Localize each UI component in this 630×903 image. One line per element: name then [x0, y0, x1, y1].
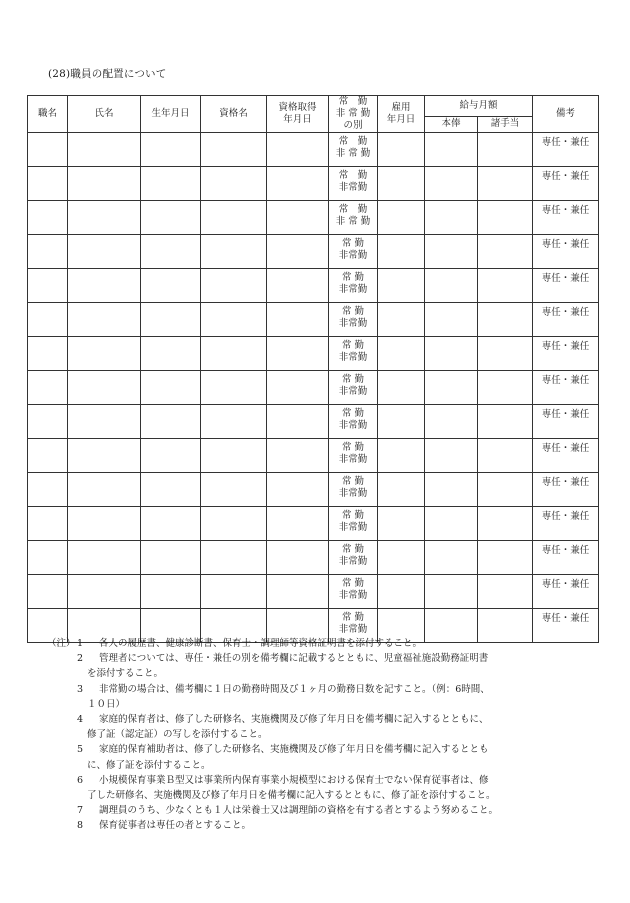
full-time-label: 常 勤 [341, 475, 365, 487]
base-pay-cell[interactable] [425, 438, 478, 472]
part-time-label: 非常勤 [338, 487, 368, 499]
note-number: 4 [77, 714, 84, 726]
header-monthly-salary: 給与月額 [425, 96, 533, 117]
allowances-cell[interactable] [478, 336, 533, 370]
qualification-cell[interactable] [201, 166, 267, 200]
allowances-cell[interactable] [478, 472, 533, 506]
remarks-cell [533, 200, 599, 234]
part-time-label: 非常勤 [338, 521, 368, 533]
hire-date-cell[interactable] [378, 404, 425, 438]
name-cell[interactable] [68, 336, 141, 370]
note-item [47, 636, 607, 651]
remarks-label: 専任・兼任 [541, 578, 590, 590]
part-time-label: 非常勤 [338, 419, 368, 431]
qualification-cell[interactable] [201, 336, 267, 370]
allowances-cell[interactable] [478, 268, 533, 302]
remarks-cell [533, 472, 599, 506]
qualification-date-cell[interactable] [267, 166, 329, 200]
qualification-cell[interactable] [201, 200, 267, 234]
qualification-date-cell[interactable] [267, 540, 329, 574]
part-time-label: 非 常 勤 [335, 215, 371, 227]
full-time-label: 常 勤 [341, 305, 365, 317]
note-number: 6 [77, 774, 84, 786]
qualification-date-cell[interactable] [267, 200, 329, 234]
birthdate-cell[interactable] [141, 438, 201, 472]
remarks-cell [533, 438, 599, 472]
birthdate-cell[interactable] [141, 200, 201, 234]
qualification-date-cell[interactable] [267, 404, 329, 438]
qualification-date-cell[interactable] [267, 132, 329, 166]
table-row [28, 336, 599, 370]
birthdate-cell[interactable] [141, 404, 201, 438]
header-job-title: 職名 [28, 96, 68, 133]
header-qualification-date [267, 96, 329, 133]
note-item [47, 818, 607, 833]
allowances-cell[interactable] [478, 404, 533, 438]
hire-date-cell[interactable] [378, 200, 425, 234]
employment-type-cell [329, 132, 378, 166]
remarks-label: 専任・兼任 [541, 340, 590, 352]
qualification-date-cell[interactable] [267, 506, 329, 540]
qualification-cell[interactable] [201, 370, 267, 404]
remarks-cell [533, 132, 599, 166]
job-cell[interactable] [28, 574, 68, 608]
part-time-label: 非常勤 [338, 249, 368, 261]
note-item [47, 742, 607, 772]
note-number: 2 [77, 653, 84, 665]
table-row [28, 268, 599, 302]
qualification-date-cell[interactable] [267, 438, 329, 472]
note-item [47, 773, 607, 803]
qualification-cell[interactable] [201, 540, 267, 574]
notes-section [47, 636, 607, 834]
name-cell[interactable] [68, 472, 141, 506]
table-row [28, 200, 599, 234]
header-hire-date [378, 96, 425, 133]
birthdate-cell[interactable] [141, 370, 201, 404]
remarks-label: 専任・兼任 [541, 374, 590, 386]
header-employment-line1: 常 勤 [338, 96, 368, 107]
header-remarks: 備考 [533, 96, 599, 133]
staff-assignment-table [27, 95, 599, 643]
job-cell[interactable] [28, 268, 68, 302]
table-row [28, 370, 599, 404]
name-cell[interactable] [68, 234, 141, 268]
part-time-label: 非常勤 [338, 317, 368, 329]
note-text: 保育従事者は専任の者とすること。 [99, 820, 252, 832]
remarks-cell [533, 336, 599, 370]
note-text: 調理員のうち、少なくとも１人は栄養士又は調理師の資格を有する者とするよう努めること。 [99, 805, 499, 817]
table-row [28, 540, 599, 574]
qualification-cell[interactable] [201, 438, 267, 472]
note-text: 各人の履歴書、健康診断書、保育士・調理師等資格証明書を添付すること。 [99, 638, 423, 649]
note-number: 3 [77, 683, 84, 695]
employment-type-cell [329, 472, 378, 506]
remarks-label: 専任・兼任 [541, 476, 590, 488]
job-cell[interactable] [28, 336, 68, 370]
employment-type-cell [329, 540, 378, 574]
qualification-cell[interactable] [201, 234, 267, 268]
job-cell[interactable] [28, 540, 68, 574]
note-text-continued: に、修了証を添付すること。 [87, 759, 211, 771]
qualification-date-cell[interactable] [267, 302, 329, 336]
full-time-label: 常 勤 [338, 169, 368, 181]
qualification-date-cell[interactable] [267, 336, 329, 370]
employment-type-cell [329, 268, 378, 302]
birthdate-cell[interactable] [141, 336, 201, 370]
header-qualification-date-line2: 年月日 [283, 113, 312, 125]
employment-type-cell [329, 200, 378, 234]
remarks-cell [533, 302, 599, 336]
part-time-label: 非常勤 [338, 623, 368, 635]
allowances-cell[interactable] [478, 132, 533, 166]
remarks-label: 専任・兼任 [541, 442, 590, 454]
full-time-label: 常 勤 [341, 577, 365, 589]
base-pay-cell[interactable] [425, 336, 478, 370]
hire-date-cell[interactable] [378, 370, 425, 404]
table-row [28, 506, 599, 540]
header-birthdate: 生年月日 [141, 96, 201, 133]
hire-date-cell[interactable] [378, 540, 425, 574]
section-title: (28)職員の配置について [48, 68, 167, 80]
qualification-date-cell[interactable] [267, 472, 329, 506]
note-item [47, 682, 607, 712]
part-time-label: 非常勤 [338, 385, 368, 397]
remarks-label: 専任・兼任 [541, 238, 590, 250]
qualification-cell[interactable] [201, 132, 267, 166]
table-row [28, 302, 599, 336]
note-item [47, 651, 607, 681]
base-pay-cell[interactable] [425, 472, 478, 506]
remarks-label: 専任・兼任 [541, 272, 590, 284]
remarks-label: 専任・兼任 [541, 544, 590, 556]
full-time-label: 常 勤 [341, 509, 365, 521]
remarks-cell [533, 574, 599, 608]
part-time-label: 非常勤 [338, 555, 368, 567]
allowances-cell[interactable] [478, 234, 533, 268]
remarks-label: 専任・兼任 [541, 204, 590, 216]
allowances-cell[interactable] [478, 166, 533, 200]
base-pay-cell[interactable] [425, 166, 478, 200]
job-cell[interactable] [28, 404, 68, 438]
qualification-date-cell[interactable] [267, 574, 329, 608]
note-text-continued: 修了証（認定証）の写しを添付すること。 [87, 729, 268, 741]
header-hire-line2: 年月日 [386, 113, 416, 125]
qualification-date-cell[interactable] [267, 268, 329, 302]
name-cell[interactable] [68, 370, 141, 404]
note-text: 小規模保育事業Ｂ型又は事業所内保育事業小規模型における保育士でない保育従事者は、修 [99, 774, 489, 786]
allowances-cell[interactable] [478, 200, 533, 234]
remarks-cell [533, 540, 599, 574]
remarks-label: 専任・兼任 [541, 306, 590, 318]
name-cell[interactable] [68, 574, 141, 608]
part-time-label: 非常勤 [338, 181, 368, 193]
job-cell[interactable] [28, 438, 68, 472]
note-number: 5 [77, 744, 84, 756]
job-cell[interactable] [28, 370, 68, 404]
remarks-label: 専任・兼任 [541, 170, 590, 182]
part-time-label: 非常勤 [338, 589, 368, 601]
employment-type-cell [329, 506, 378, 540]
header-qualification-date-line1: 資格取得 [278, 101, 317, 113]
remarks-cell [533, 234, 599, 268]
part-time-label: 非常勤 [338, 351, 368, 363]
name-cell[interactable] [68, 404, 141, 438]
note-text: 家庭的保育補助者は、修了した研修名、実施機関及び修了年月日を備考欄に記入するととも [99, 744, 489, 756]
base-pay-cell[interactable] [425, 506, 478, 540]
remarks-label: 専任・兼任 [541, 612, 590, 624]
birthdate-cell[interactable] [141, 132, 201, 166]
table-row [28, 438, 599, 472]
allowances-cell[interactable] [478, 370, 533, 404]
qualification-date-cell[interactable] [267, 370, 329, 404]
birthdate-cell[interactable] [141, 472, 201, 506]
hire-date-cell[interactable] [378, 574, 425, 608]
employment-type-cell [329, 302, 378, 336]
base-pay-cell[interactable] [425, 370, 478, 404]
hire-date-cell[interactable] [378, 336, 425, 370]
full-time-label: 常 勤 [338, 135, 368, 147]
hire-date-cell[interactable] [378, 438, 425, 472]
job-cell[interactable] [28, 200, 68, 234]
full-time-label: 常 勤 [341, 407, 365, 419]
header-qualification: 資格名 [201, 96, 267, 133]
allowances-cell[interactable] [478, 574, 533, 608]
qualification-cell[interactable] [201, 302, 267, 336]
name-cell[interactable] [68, 166, 141, 200]
part-time-label: 非常勤 [338, 453, 368, 465]
table-row [28, 166, 599, 200]
employment-type-cell [329, 404, 378, 438]
note-text: 管理者については、専任・兼任の別を備考欄に記載するとともに、児童福祉施設勤務証明書 [99, 653, 489, 665]
birthdate-cell[interactable] [141, 166, 201, 200]
remarks-label: 専任・兼任 [541, 136, 590, 148]
employment-type-cell [329, 574, 378, 608]
base-pay-cell[interactable] [425, 302, 478, 336]
table-row [28, 132, 599, 166]
full-time-label: 常 勤 [341, 339, 365, 351]
birthdate-cell[interactable] [141, 268, 201, 302]
note-number: 1 [77, 638, 84, 649]
note-text: 非常勤の場合は、備考欄に１日の勤務時間及び１ヶ月の勤務日数を記すこと。（例：6時間、 [99, 683, 490, 695]
note-number: 7 [77, 805, 84, 817]
note-text-continued: を添付すること。 [87, 668, 164, 680]
base-pay-cell[interactable] [425, 574, 478, 608]
job-cell[interactable] [28, 302, 68, 336]
hire-date-cell[interactable] [378, 472, 425, 506]
employment-type-cell [329, 336, 378, 370]
birthdate-cell[interactable] [141, 302, 201, 336]
qualification-cell[interactable] [201, 506, 267, 540]
hire-date-cell[interactable] [378, 302, 425, 336]
qualification-cell[interactable] [201, 574, 267, 608]
hire-date-cell[interactable] [378, 268, 425, 302]
allowances-cell[interactable] [478, 438, 533, 472]
remarks-cell [533, 506, 599, 540]
note-text: 家庭的保育者は、修了した研修名、実施機関及び修了年月日を備考欄に記入するとともに、 [99, 714, 489, 726]
base-pay-cell[interactable] [425, 404, 478, 438]
employment-type-cell [329, 234, 378, 268]
name-cell[interactable] [68, 506, 141, 540]
header-allowances: 諸手当 [478, 116, 533, 132]
hire-date-cell[interactable] [378, 132, 425, 166]
notes-heading: （注） [47, 638, 76, 649]
note-number: 8 [77, 820, 84, 832]
full-time-label: 常 勤 [341, 543, 365, 555]
table-row [28, 574, 599, 608]
full-time-label: 常 勤 [341, 237, 365, 249]
part-time-label: 非 常 勤 [335, 147, 371, 159]
birthdate-cell[interactable] [141, 234, 201, 268]
name-cell[interactable] [68, 302, 141, 336]
note-text-continued: 了した研修名、実施機関及び修了年月日を備考欄に記入するとともに、修了証を添付すること。 [87, 790, 496, 802]
employment-type-cell [329, 438, 378, 472]
remarks-label: 専任・兼任 [541, 510, 590, 522]
qualification-cell[interactable] [201, 472, 267, 506]
remarks-cell [533, 166, 599, 200]
allowances-cell[interactable] [478, 302, 533, 336]
base-pay-cell[interactable] [425, 200, 478, 234]
full-time-label: 常 勤 [338, 203, 368, 215]
full-time-label: 常 勤 [341, 271, 365, 283]
employment-type-cell [329, 166, 378, 200]
base-pay-cell[interactable] [425, 540, 478, 574]
name-cell[interactable] [68, 200, 141, 234]
note-text-continued: １０日） [87, 698, 126, 710]
header-employment-line2: 非 常 勤 [335, 107, 371, 119]
table-row [28, 234, 599, 268]
remarks-cell [533, 404, 599, 438]
hire-date-cell[interactable] [378, 506, 425, 540]
allowances-cell[interactable] [478, 506, 533, 540]
job-cell[interactable] [28, 506, 68, 540]
birthdate-cell[interactable] [141, 506, 201, 540]
name-cell[interactable] [68, 438, 141, 472]
base-pay-cell[interactable] [425, 268, 478, 302]
full-time-label: 常 勤 [341, 611, 365, 623]
job-cell[interactable] [28, 132, 68, 166]
full-time-label: 常 勤 [341, 373, 365, 385]
job-cell[interactable] [28, 234, 68, 268]
header-employment-type [329, 96, 378, 133]
base-pay-cell[interactable] [425, 132, 478, 166]
hire-date-cell[interactable] [378, 166, 425, 200]
hire-date-cell[interactable] [378, 234, 425, 268]
base-pay-cell[interactable] [425, 234, 478, 268]
allowances-cell[interactable] [478, 540, 533, 574]
job-cell[interactable] [28, 166, 68, 200]
name-cell[interactable] [68, 268, 141, 302]
table-row [28, 472, 599, 506]
header-base-pay: 本俸 [425, 116, 478, 132]
qualification-cell[interactable] [201, 268, 267, 302]
header-name: 氏名 [68, 96, 141, 133]
note-item [47, 712, 607, 742]
name-cell[interactable] [68, 132, 141, 166]
remarks-cell [533, 370, 599, 404]
part-time-label: 非常勤 [338, 283, 368, 295]
full-time-label: 常 勤 [341, 441, 365, 453]
header-employment-line3: の別 [343, 119, 363, 131]
birthdate-cell[interactable] [141, 540, 201, 574]
remarks-cell [533, 268, 599, 302]
note-item [47, 803, 607, 818]
name-cell[interactable] [68, 540, 141, 574]
birthdate-cell[interactable] [141, 574, 201, 608]
remarks-label: 専任・兼任 [541, 408, 590, 420]
employment-type-cell [329, 370, 378, 404]
qualification-cell[interactable] [201, 404, 267, 438]
header-hire-line1: 雇用 [391, 101, 411, 113]
job-cell[interactable] [28, 472, 68, 506]
table-row [28, 404, 599, 438]
qualification-date-cell[interactable] [267, 234, 329, 268]
